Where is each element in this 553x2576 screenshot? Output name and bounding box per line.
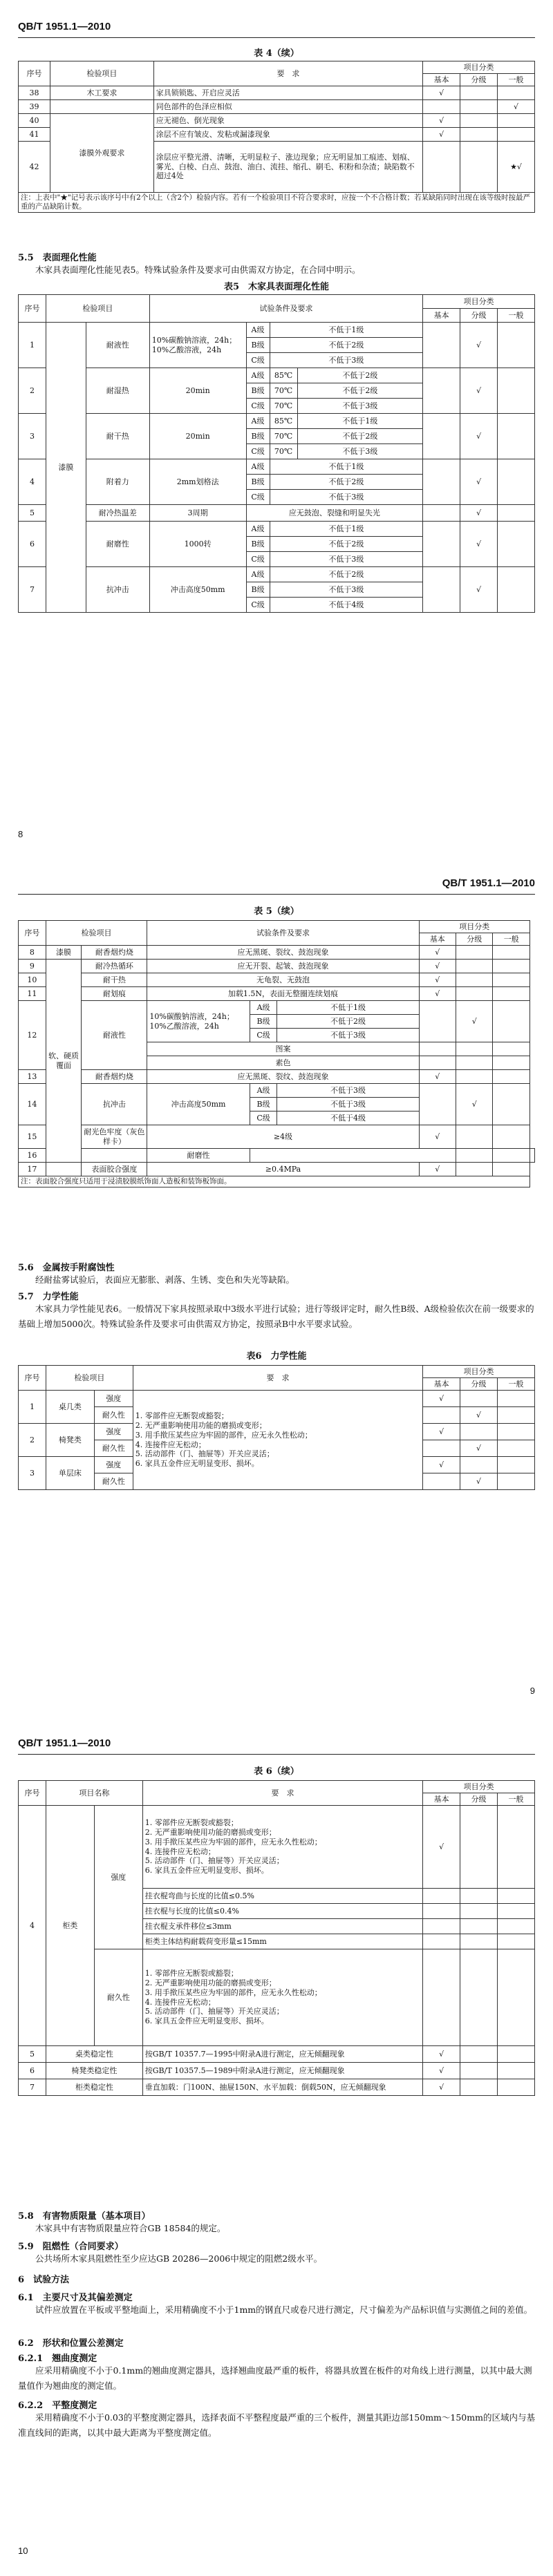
header-rule [18,1754,535,1755]
group-film: 漆膜 [46,946,82,960]
section-5-5-title: 5.5 表面理化性能 [18,253,97,263]
page-9 [0,857,553,1717]
category-cabinet: 柜类 [46,1806,94,2046]
th-grade: 分级 [460,74,498,86]
table6-requirements: 1. 零部件应无断裂或豁裂； 2. 无严重影响使用功能的磨损或变形； 3. 用手揿压某些应为牢固的部件，应无永久性松动； 4. 连接件应无松动； 5. 活动部件（门、抽屉等）开关应灵活； 6. 家具五金件应无明显变形、损坏。 [133,1391,422,1490]
table6-continued-caption: 表 6（续） [254,1766,299,1777]
page-number: 10 [18,2546,28,2556]
table-caption: 表 4（续） [254,48,299,59]
section-5-8-text: 木家具中有害物质限量应符合GB 18584的规定。 [35,2223,226,2233]
table-row: 38 木工要求 家具锁锁匙、开启应灵活 √ [19,86,535,100]
table6-continued: 序号 项目名称 要 求 项目分类 基本 分级 一般 4 柜类 强度 1. 零部件应无断裂或豁裂； 2. 无严重影响使用功能的磨损或变形； 3. 用手揿压某些应为牢固的部件，应无永久性松动； 4. 连接件应无松动； 5. 活动部件（门、抽屉等）开关应灵活； 6. 家具五金件应无明显变形、损坏。 √ 挂衣棍弯曲与长度的比值≤0.5% 挂衣棍与长度的比值≤0.4% 挂衣棍支承件移位≤3mm 柜类主体结构耐载荷变形量≤15mm 耐久性 1. 零部件应无断裂或豁裂； 2. 无严重影响使用功能的磨损或变形； 3. 用手揿压某些应为牢固的部件，应无永久性松动； 4. 连接件应无松动； 5. 活动部件（门、抽屉等）开关应灵活； 6. 家具五金件应无明显变形、损坏。 5 桌类稳定性 按GB/T 10357.7—1995中附录A进行测定，应无倾翻现象 √ 6 椅凳类稳定性 按GB/T 10357.5—1989中附录A进行测定，应无倾翻现象 √ 7 柜类稳定性 垂直加载：门100N、抽屉150N、水平加载：倒载50N，应无倾翻现象 √ [18,1780,535,2096]
page-8 [0,0,553,857]
th-basic: 基本 [423,74,460,86]
header-rule [18,894,535,895]
doc-code-header: QB/T 1951.1—2010 [18,1737,111,1749]
section-5-9-text: 公共场所木家具阻燃性至少应达GB 20286—2006中规定的阻燃2级水平。 [35,2253,323,2264]
section-6-1-text: 试件应放置在平板或平整地面上，采用精确度不小于1mm的钢直尺或卷尺进行测定，尺寸偏差为产品标识值与实测值之间的差值。 [35,2305,533,2315]
header-rule [18,37,535,38]
table4-continued [18,61,535,213]
th-item: 检验项目 [50,61,153,86]
table-note: 注：上表中"★"记号表示该序号中有2个以上（含2个）检验内容。若有一个检验项目不符合要求时，应按一个不合格计数；若某缺陷同时出现在该等级时按最严重的产品缺陷计数。 [19,193,535,213]
section-5-7-title: 5.7 力学性能 [18,1292,79,1302]
section-5-8-title: 5.8 有害物质限量（基本项目） [18,2211,151,2222]
group-overlay: 软、硬质覆面 [46,960,82,1163]
table-row: 40 漆膜外观要求 应无褪色、倒光现象 √ [19,114,535,128]
section-5-6-title: 5.6 金属按手附腐蚀性 [18,1263,115,1273]
table-row: 41 涂层不应有皱皮、发粘或漏漆现象 √ [19,128,535,142]
th-seq: 序号 [19,61,50,86]
page-10 [0,1717,553,2576]
table5-continued-caption: 表 5（续） [254,906,299,917]
section-6-2-2-title: 6.2.2 平整度测定 [18,2401,97,2411]
th-req: 要 求 [153,61,422,86]
table5-continued: 序号 检验项目 试验条件及要求 项目分类 基本 分级 一般 8 漆膜 耐香烟灼烧 应无黑斑、裂纹、鼓泡现象 √ 9 软、硬质覆面 耐冷热循环 应无开裂、起皱、鼓泡现象 √ 10 耐干热 无龟裂、无鼓泡 √ 11 耐划痕 加载1.5N，表面无整圈连续划痕 √ 12 耐液性 10%碳酸钠溶液，24h；10%乙酸溶液，24h A级 不低于1级 √ B级 不低于2级 C级 不低于3级 图案 素色 13 耐香烟灼烧 应无黑斑、裂纹、鼓泡现象 √ 14 抗冲击 冲击高度50mm A级 不低于3级 √ B级 不低于3级 C级 不低于4级 15 耐光色牢度（灰色样卡） ≥4级 √ 16 耐磨性 17 表面胶合强度 ≥0.4MPa √ 注：表面胶合强度只适用于浸渍胶膜纸饰面人造板和装饰板饰面。 [18,920,535,1187]
table5: 序号 检验项目 试验条件及要求 项目分类 基本 分级 一般 1 漆膜 耐液性 10%碳酸钠溶液，24h；10%乙酸溶液，24h A级 不低于1级 √ B级 不低于2级 C级 不低于3级 2 耐湿热 20min A级 85℃ 不低于2级 √ B级 70℃ 不低于2级 C级 70℃ 不低于3级 3 耐干热 20min A级 85℃ 不低于1级 √ B级 70℃ 不低于2级 C级 70℃ 不低于3级 4 附着力 2mm划格法 A级 不低于1级 √ B级 不低于2级 C级 不低于3级 5 耐冷热温差 3周期 应无鼓泡、裂缝和明显失光 √ 6 耐磨性 1000转 A级 不低于1级 √ B级 不低于2级 C级 不低于3级 7 抗冲击 冲击高度50mm A级 不低于2级 √ B级 不低于3级 C级 不低于4级 [18,294,535,613]
strength: 强度 [94,1806,142,1949]
section-6-2-title: 6.2 形状和位置公差测定 [18,2338,124,2349]
table-row: 42 涂层应平整光滑、清晰，无明显粒子、涨边现象；应无明显加工痕迹、划痕、雾光、白棱、白点、鼓泡、油白、流挂、缩孔、刷毛、积粉和杂渣；缺陷数不超过4处 ★√ [19,142,535,193]
table5-caption: 表5 木家具表面理化性能 [223,282,330,292]
th-general: 一般 [498,74,535,86]
section-5-7-text: 木家具力学性能见表6。一般情况下家具按照录取中3级水平进行试验；进行等级评定时，耐久性B级、A级检验依次在前一级要求的基础上增加5000次。特殊试验条件及要求可由供需双方协定，按照录B中水平要求试验。 [18,1304,534,1329]
cabinet-durability-requirements: 1. 零部件应无断裂或豁裂； 2. 无严重影响使用功能的磨损或变形； 3. 用手揿压某些应为牢固的部件，应无永久性松动； 4. 连接件应无松动； 5. 活动部件（门、抽屉等）开关应灵活； 6. 家具五金件应无明显变形、损坏。 [142,1949,422,2046]
section-6-2-1-text: 应采用精确度不小于0.1mm的翘曲度测定器具，选择翘曲度最严重的板件，将器具放置在板件的对角线上进行测量，以其中最大测量值作为翘曲度的测定值。 [18,2365,532,2391]
section-5-6-text: 经耐盐雾试验后，表面应无膨胀、剥落、生锈、变色和失光等缺陷。 [35,1275,295,1285]
section-6-title: 6 试验方法 [18,2275,70,2285]
section-6-2-1-title: 6.2.1 翘曲度测定 [18,2354,97,2364]
section-5-5-text: 木家具表面理化性能见表5。特殊试验条件及要求可由供需双方协定，在合同中明示。 [35,265,361,275]
section-5-9-title: 5.9 阻燃性（合同要求） [18,2242,124,2252]
section-6-1-title: 6.1 主要尺寸及其偏差测定 [18,2293,133,2303]
page-number: 8 [18,829,24,839]
group-film: 漆膜 [46,323,86,613]
section-6-2-2-text: 采用精确度不小于0.03的平整度测定器具，选择表面不平整程度最严重的三个板件，测量其距边部150mm～150mm的区域内与基准直线间的距离，以其中最大距离为平整度测定值。 [18,2412,535,2438]
table6-caption: 表6 力学性能 [246,1351,307,1362]
durability: 耐久性 [94,1949,142,2046]
table-note: 注：表面胶合强度只适用于浸渍胶膜纸饰面人造板和装饰板饰面。 [19,1176,530,1187]
cabinet-requirements: 1. 零部件应无断裂或豁裂； 2. 无严重影响使用功能的磨损或变形； 3. 用手揿压某些应为牢固的部件，应无永久性松动； 4. 连接件应无松动； 5. 活动部件（门、抽屉等）开关应灵活； 6. 家具五金件应无明显变形、损坏。 [142,1806,422,1889]
th-class: 项目分类 [423,61,535,74]
doc-code-header: QB/T 1951.1—2010 [442,877,535,889]
doc-code-header: QB/T 1951.1—2010 [18,21,111,32]
page-number: 9 [529,1686,535,1696]
table-row: 39 同色部件的色泽应相似 √ [19,100,535,114]
table6: 序号 检验项目 要 求 项目分类 基本 分级 一般 1 桌几类 强度 1. 零部件应无断裂或豁裂； 2. 无严重影响使用功能的磨损或变形； 3. 用手揿压某些应为牢固的部件，应无永久性松动； 4. 连接件应无松动； 5. 活动部件（门、抽屉等）开关应灵活； 6. 家具五金件应无明显变形、损坏。 √ 耐久性 √ 2 椅凳类 强度 √ 耐久性 √ 3 单层床 强度 √ 耐久性 √ [18,1365,535,1490]
